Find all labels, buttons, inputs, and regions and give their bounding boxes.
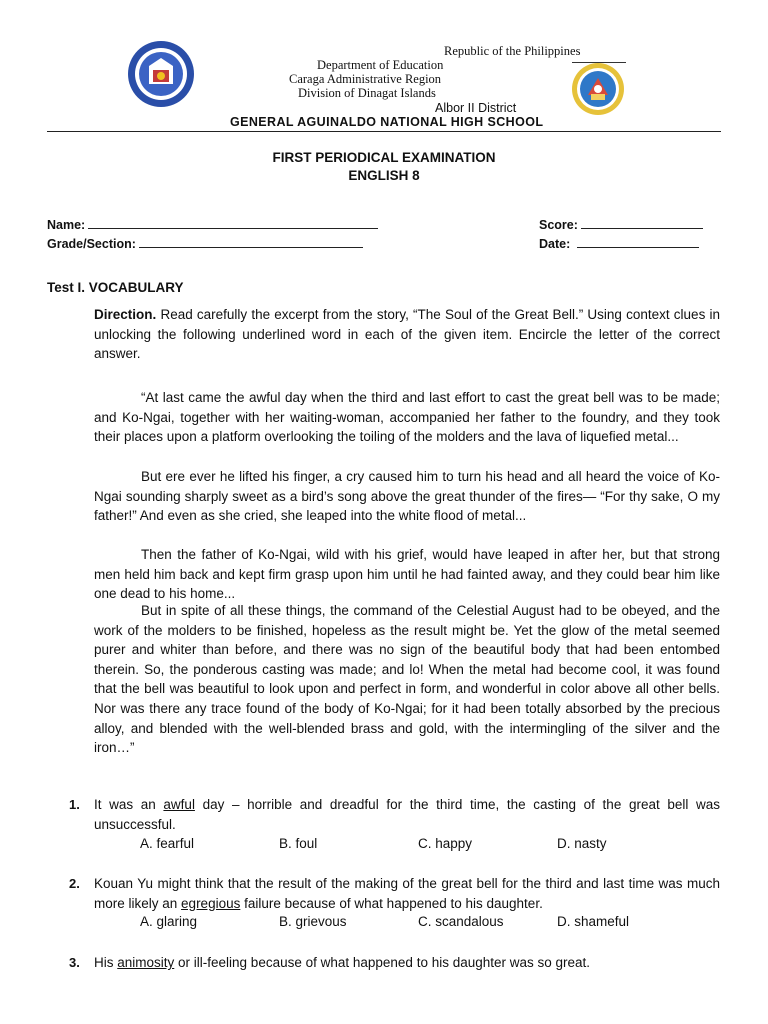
question-2-pre: Kouan Yu might think that the result of the making of the great bell for the third and last time was much more likely an	[94, 876, 720, 911]
deped-seal-logo	[127, 40, 195, 108]
direction-text: Read carefully the excerpt from the story, “The Soul of the Great Bell.” Using context clues in unlocking the following underlined word in each of the given item. Encircle the letter of the correct answer.	[94, 307, 720, 362]
department-text: Department of Education	[317, 58, 444, 72]
direction-label: Direction.	[94, 307, 157, 322]
name-line[interactable]	[88, 216, 378, 229]
question-1-number: 1.	[69, 797, 80, 812]
district-text: Albor II District	[435, 101, 517, 115]
question-1-underlined-word: awful	[163, 797, 195, 812]
question-1-option-b[interactable]: B. foul	[279, 836, 318, 851]
division-text: Division of Dinagat Islands	[298, 86, 436, 100]
question-1-option-c[interactable]: C. happy	[418, 836, 473, 851]
score-label: Score:	[539, 218, 578, 232]
date-label: Date:	[539, 237, 571, 251]
test-heading: Test I. VOCABULARY	[47, 280, 184, 295]
score-field[interactable]	[539, 216, 703, 232]
grade-section-field[interactable]	[47, 235, 363, 251]
question-1-option-d[interactable]: D. nasty	[557, 836, 607, 851]
question-1-option-a[interactable]: A. fearful	[140, 836, 195, 851]
question-2-option-d[interactable]: D. shameful	[557, 914, 630, 929]
republic-text: Republic of the Philippines	[444, 44, 581, 58]
question-2-number: 2.	[69, 876, 80, 891]
question-2-post: failure because of what happened to his daughter.	[240, 895, 543, 911]
school-seal-line	[572, 62, 626, 63]
grade-section-line[interactable]	[139, 235, 363, 248]
question-2-option-a[interactable]: A. glaring	[140, 914, 198, 929]
question-3-post: or ill-feeling because of what happened to his daughter was so great.	[174, 955, 591, 970]
exam-title: FIRST PERIODICAL EXAMINATION	[272, 150, 496, 165]
question-3-text	[94, 953, 720, 973]
excerpt-paragraph-4: But in spite of all these things, the command of the Celestial August had to be obeyed, and the work of the molders to be finished, hopeless as the result might be. Yet the glow of the metal seemed purer and whiter than before, and there was no sign of the beautiful body that had been entombed therein. So, the ponderous casting was made; and lo! When the metal had become cool, it was found that the bell was beautiful to look upon and perfect in form, and wonderful in color above all other bells. Nor was there any trace found of the body of Ko-Ngai; for it had been totally absorbed by the precious alloy, and blended with the well-blended brass and gold, with the intermingling of the silver and the iron…”	[94, 603, 720, 756]
question-1-pre: It was an	[94, 797, 164, 812]
question-2-underlined-word: egregious	[181, 895, 241, 911]
excerpt-paragraph-3: Then the father of Ko-Ngai, wild with his grief, would have leaped in after her, but that strong men held him back and kept firm grasp upon him until he had fainted away, and they could bear him like one dead to his home...	[94, 547, 720, 602]
name-label: Name:	[47, 218, 86, 232]
question-3-number: 3.	[69, 955, 80, 970]
question-2-option-b[interactable]: B. grievous	[279, 914, 347, 929]
name-field[interactable]	[47, 216, 378, 232]
exam-subject: ENGLISH 8	[348, 168, 420, 183]
question-3-pre: His	[94, 955, 118, 970]
question-1-text	[94, 795, 720, 834]
date-field[interactable]	[539, 235, 699, 251]
question-2-text	[94, 874, 720, 913]
direction-paragraph	[94, 305, 720, 364]
header-divider	[47, 131, 721, 132]
score-line[interactable]	[581, 216, 703, 229]
school-seal-logo	[571, 62, 625, 116]
excerpt-paragraph-2: But ere ever he lifted his finger, a cry caused him to turn his head and all heard the voice of Ko-Ngai sounding sharply sweet as a bird’s song above the great thunder of the fires— “For thy sake, O my father!” And even as she cried, she leaped into the white flood of metal...	[94, 469, 720, 524]
region-text: Caraga Administrative Region	[289, 72, 442, 86]
question-3-underlined-word: animosity	[117, 955, 175, 970]
question-2-option-c[interactable]: C. scandalous	[418, 914, 504, 929]
question-1-post: day – horrible and dreadful for the third time, the casting of the great bell was unsuccessful.	[94, 797, 721, 832]
date-line[interactable]	[577, 235, 699, 248]
excerpt-paragraph-1: “At last came the awful day when the third and last effort to cast the great bell was to be made; and Ko-Ngai, together with her waiting-woman, accompanied her father to the foundry, and they took their places upon a platform overlooking the toiling of the molders and the lava of liquefied metal...	[94, 390, 720, 445]
grade-section-label: Grade/Section:	[47, 237, 136, 251]
school-name: GENERAL AGUINALDO NATIONAL HIGH SCHOOL	[230, 115, 544, 129]
